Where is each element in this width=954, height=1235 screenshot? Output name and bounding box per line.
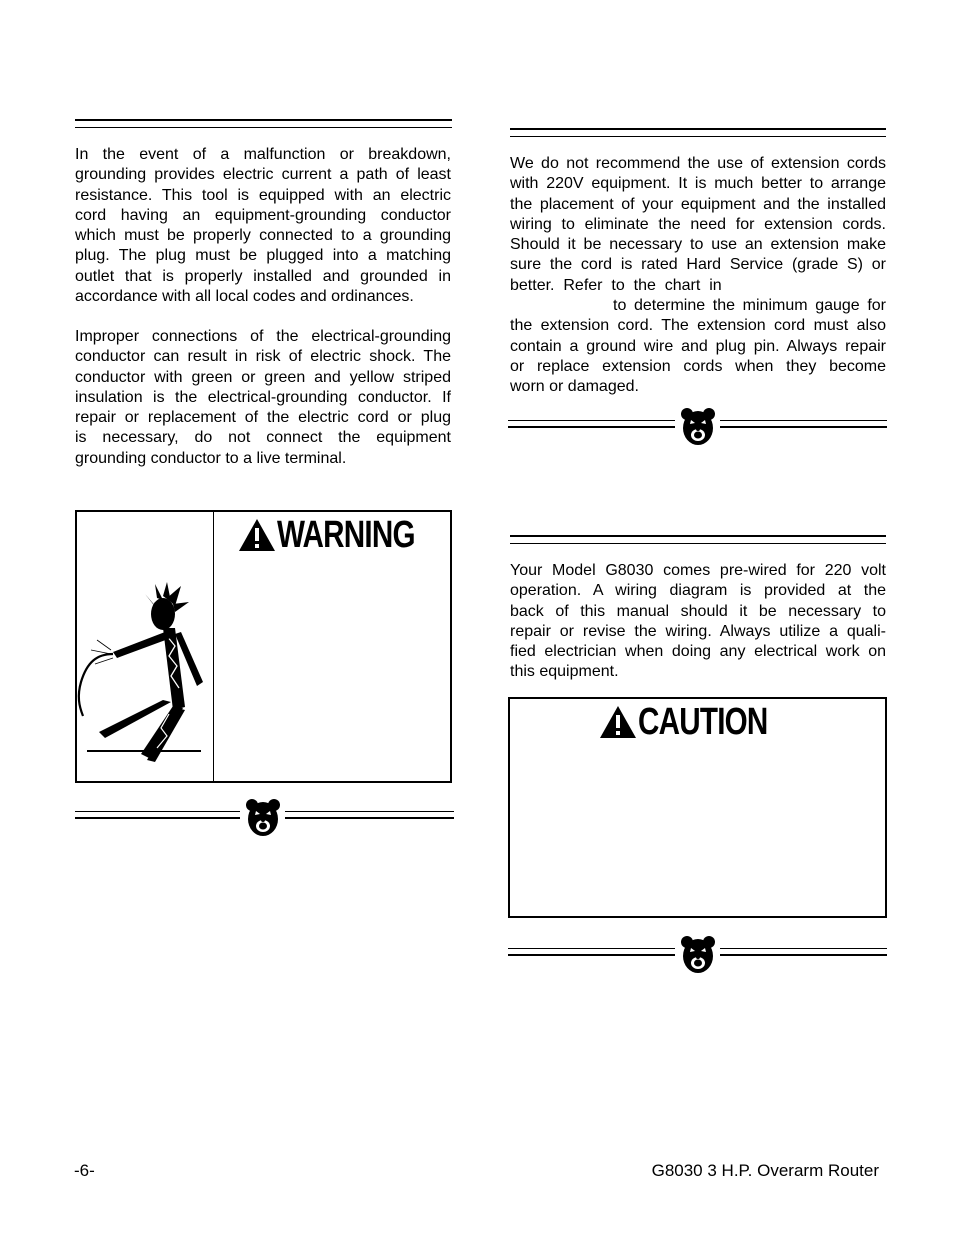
paragraph-line: We do not recommend the use of extension cords (510, 155, 886, 172)
left-section-end-marker (75, 798, 454, 842)
caution-label: CAUTION (638, 701, 768, 743)
right-section-heading-rule (510, 128, 886, 138)
paragraph-line: grounding conductor to a live terminal. (75, 449, 347, 467)
warning-box-divider (213, 512, 214, 781)
paragraph-line: conductor can result in risk of electric shock. The (75, 348, 451, 366)
paragraph-line: In the event of a malfunction or breakdown, (75, 146, 451, 163)
paragraph-line: outlet that is properly installed and grounded in (75, 267, 451, 285)
bear-head-logo-icon (680, 407, 716, 447)
wiring-section-heading-rule (510, 535, 886, 545)
paragraph-line: this equipment. (510, 663, 619, 681)
paragraph-line: to determine the minimum gauge for (613, 297, 886, 315)
paragraph-line: the extension cord. The extension cord must also (510, 317, 886, 335)
paragraph-line: accordance with all local codes and ordinances. (75, 288, 414, 306)
caution-box (508, 697, 887, 918)
left-section-heading-rule (75, 119, 452, 129)
grounding-paragraph (75, 145, 451, 307)
paragraph-line: back of this manual should it be necessary to (510, 602, 886, 620)
warning-triangle-icon (237, 517, 277, 553)
paragraph-line: insulation is the electrical-grounding conductor. If (75, 388, 451, 406)
wiring-section-end-marker (508, 933, 887, 977)
prewired-paragraph (510, 561, 886, 683)
paragraph-line: grounding provides electric current a path of least (75, 166, 451, 184)
warning-label: WARNING (277, 514, 415, 556)
grounding-connections-paragraph (75, 327, 451, 469)
paragraph-line: wiring to eliminate the need for extension cords. (510, 215, 886, 233)
warning-box (75, 510, 452, 783)
paragraph-line: the placement of your equipment and the installed (510, 195, 886, 213)
paragraph-line: is necessary, do not connect the equipment (75, 429, 451, 447)
warning-triangle-icon (598, 704, 638, 740)
paragraph-line: or replace extension cords when they become (510, 357, 886, 375)
manual-title: G8030 3 H.P. Overarm Router (651, 1161, 879, 1180)
paragraph-line: better. Refer to the chart in (510, 276, 722, 294)
paragraph-line: repair or replacement of the electric cord or plug (75, 409, 451, 427)
paragraph-line: fied electrician when doing any electrical work on (510, 643, 886, 661)
paragraph-line: sure the cord is rated Hard Service (grade S) or (510, 256, 886, 274)
paragraph-line: resistance. This tool is equipped with an electric (75, 186, 451, 204)
paragraph-line: operation. A wiring diagram is provided at the (510, 582, 886, 600)
paragraph-line: contain a ground wire and plug pin. Always repair (510, 337, 886, 355)
page-number: -6- (74, 1161, 95, 1180)
paragraph-line: repair or revise the wiring. Always utilize a quali- (510, 622, 886, 640)
caution-signal-header (598, 703, 804, 741)
electric-shock-figure-icon (77, 532, 211, 782)
extension-section-end-marker (508, 405, 887, 449)
paragraph-line: Improper connections of the electrical-grounding (75, 328, 451, 345)
paragraph-line: Your Model G8030 comes pre-wired for 220 volt (510, 562, 886, 579)
bear-head-logo-icon (245, 798, 281, 838)
paragraph-line: which must be properly connected to a grounding (75, 227, 451, 245)
paragraph-line: Should it be necessary to use an extension make (510, 236, 886, 254)
warning-signal-header (237, 516, 454, 554)
paragraph-line: plug. The plug must be plugged into a matching (75, 247, 451, 265)
paragraph-line: conductor with green or green and yellow striped (75, 368, 451, 386)
bear-head-logo-icon (680, 935, 716, 975)
paragraph-line: cord having an equipment-grounding conductor (75, 206, 451, 224)
paragraph-line: worn or damaged. (510, 378, 639, 396)
paragraph-line: with 220V equipment. It is much better to arrange (510, 175, 886, 193)
extension-cords-paragraph (510, 154, 886, 398)
